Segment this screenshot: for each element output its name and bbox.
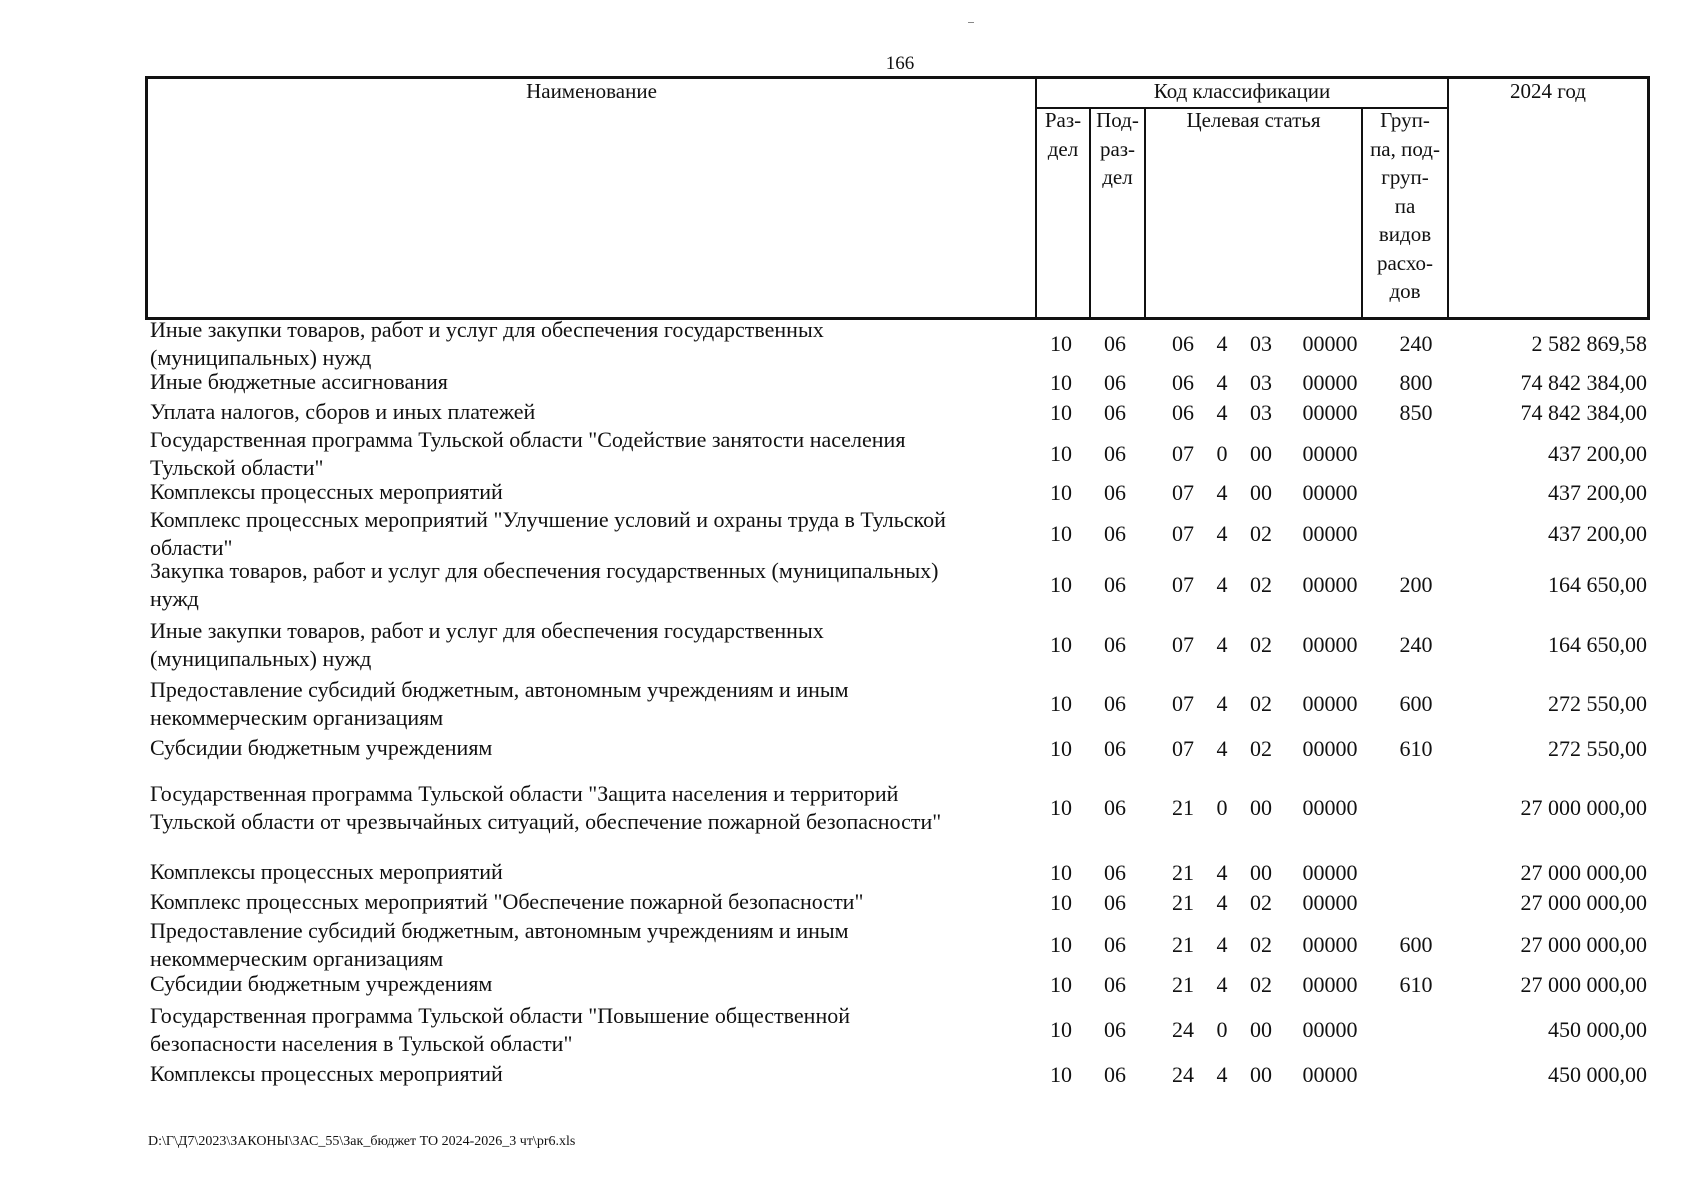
cell-t1: 06 [1172,369,1194,395]
cell-t3: 00 [1250,1017,1272,1042]
row-name [150,858,1030,887]
row-name-line: (муниципальных) нужд [150,345,372,370]
table-row [145,616,1650,674]
cell-group: 800 [1399,369,1433,395]
header-group-line: груп- [1381,165,1429,189]
cell-podrazdel: 06 [1104,859,1126,885]
header-year: 2024 год [1510,79,1586,103]
cell-t2: 4 [1216,691,1228,716]
header-subsection [1091,106,1144,192]
table-row [145,918,1650,972]
row-name-line: Предоставление субсидий бюджетным, автономным учреждениям и иным [150,676,849,702]
cell-podrazdel: 06 [1104,1061,1126,1087]
cell-t4: 00000 [1302,479,1358,505]
row-name-line: Уплата налогов, сборов и иных платежей [150,399,536,425]
cell-t1: 21 [1172,795,1194,820]
row-name-line: Иные закупки товаров, работ и услуг для обеспечения государственных [150,617,824,643]
cell-amount: 272 550,00 [1548,691,1647,716]
cell-t1: 21 [1172,859,1194,885]
cell-t3: 03 [1250,399,1272,425]
table-row [145,1060,1650,1089]
row-name [150,427,1030,481]
cell-t4: 00000 [1302,932,1358,957]
cell-razdel: 10 [1050,691,1072,716]
cell-group [1377,427,1455,481]
header-name: Наименование [526,79,657,103]
cell-t1: 07 [1172,572,1194,597]
row-name [150,616,1030,674]
cell-t3: 03 [1250,331,1272,356]
cell-t4: 00000 [1302,572,1358,597]
cell-razdel: 10 [1050,1017,1072,1042]
row-name [150,318,1030,370]
cell-t2: 4 [1216,369,1228,395]
cell-t3: 00 [1250,479,1272,505]
cell-group: 610 [1399,735,1433,761]
cell-t3: 02 [1250,971,1272,997]
cell-t3: 00 [1250,441,1272,466]
cell-podrazdel: 06 [1104,932,1126,957]
cell-razdel: 10 [1050,795,1072,820]
cell-razdel: 10 [1050,932,1072,957]
row-name [150,970,1030,999]
header-section-line: дел [1047,136,1079,161]
table-row [145,1003,1650,1057]
cell-t1: 24 [1172,1061,1194,1087]
cell-razdel: 10 [1050,632,1072,657]
cell-t1: 21 [1172,889,1194,915]
table-row [145,858,1650,887]
cell-t4: 00000 [1302,632,1358,657]
page-number: 166 [885,53,915,74]
cell-razdel: 10 [1050,521,1072,546]
row-name [150,675,1030,733]
cell-t1: 21 [1172,971,1194,997]
row-name [150,764,1030,852]
row-name-line: Субсидии бюджетным учреждениям [150,735,493,761]
cell-amount: 272 550,00 [1548,735,1647,761]
cell-t4: 00000 [1302,399,1358,425]
cell-t2: 4 [1216,971,1228,997]
cell-razdel: 10 [1050,971,1072,997]
row-name-line: Закупка товаров, работ и услуг для обеспечения государственных (муниципальных) [150,557,939,583]
cell-amount: 437 200,00 [1548,521,1647,546]
cell-group: 850 [1399,399,1433,425]
cell-t1: 07 [1172,735,1194,761]
cell-t1: 21 [1172,932,1194,957]
cell-t2: 4 [1216,889,1228,915]
row-name [150,918,1030,972]
cell-t4: 00000 [1302,441,1358,466]
table-row [145,675,1650,733]
file-path: D:\Г\Д7\2023\ЗАКОНЫ\ЗАС_55\Зак_бюджет ТО 2024-2026_3 чт\pr6.xls [148,1134,576,1149]
row-name [150,1003,1030,1057]
row-name-line: Комплексы процессных мероприятий [150,479,503,505]
row-name-line: (муниципальных) нужд [150,646,372,671]
cell-t3: 02 [1250,735,1272,761]
row-name-line: Тульской области от чрезвычайных ситуаций, обеспечение пожарной безопасности" [150,809,942,834]
cell-group [1377,888,1455,917]
cell-t3: 02 [1250,632,1272,657]
cell-t2: 4 [1216,572,1228,597]
table-row [145,970,1650,999]
cell-podrazdel: 06 [1104,691,1126,716]
header-section-line: Раз- [1044,108,1082,132]
table-row [145,318,1650,370]
cell-amount: 450 000,00 [1548,1017,1647,1042]
cell-amount: 437 200,00 [1548,441,1647,466]
cell-amount: 2 582 869,58 [1531,331,1647,356]
cell-podrazdel: 06 [1104,735,1126,761]
cell-group [1377,1060,1455,1089]
row-name-line: области" [150,535,233,560]
cell-t1: 06 [1172,331,1194,356]
cell-t2: 0 [1216,441,1228,466]
cell-t4: 00000 [1302,859,1358,885]
row-name-line: Государственная программа Тульской области "Повышение общественной [150,1002,850,1028]
cell-razdel: 10 [1050,1061,1072,1087]
cell-podrazdel: 06 [1104,889,1126,915]
cell-t2: 4 [1216,331,1228,356]
header-group-line: видов [1378,222,1432,246]
cell-razdel: 10 [1050,889,1072,915]
cell-t2: 4 [1216,1061,1228,1087]
cell-group: 600 [1399,691,1433,716]
cell-amount: 27 000 000,00 [1520,859,1647,885]
header-group [1363,106,1447,306]
cell-t4: 00000 [1302,1017,1358,1042]
row-name [150,368,1030,397]
cell-podrazdel: 06 [1104,1017,1126,1042]
cell-t3: 03 [1250,369,1272,395]
row-name-line: Комплекс процессных мероприятий "Улучшение условий и охраны труда в Тульской [150,506,946,532]
row-name [150,556,1030,614]
cell-t2: 4 [1216,859,1228,885]
cell-group [1377,1003,1455,1057]
cell-t3: 02 [1250,932,1272,957]
table-row [145,734,1650,763]
row-name-line: некоммерческим организациям [150,946,444,971]
header-subsection-line: Под- [1096,108,1139,132]
cell-podrazdel: 06 [1104,971,1126,997]
header-section [1037,106,1089,163]
cell-t3: 00 [1250,859,1272,885]
cell-t3: 02 [1250,889,1272,915]
table-row [145,556,1650,614]
header-group-line: Груп- [1380,108,1430,132]
row-name-line: некоммерческим организациям [150,705,444,730]
cell-t4: 00000 [1302,1061,1358,1087]
cell-t3: 00 [1250,795,1272,820]
cell-t2: 4 [1216,932,1228,957]
cell-amount: 164 650,00 [1548,632,1647,657]
cell-t1: 07 [1172,691,1194,716]
cell-group: 200 [1399,572,1433,597]
cell-amount: 27 000 000,00 [1520,889,1647,915]
cell-t2: 4 [1216,632,1228,657]
cell-amount: 450 000,00 [1548,1061,1647,1087]
cell-t2: 4 [1216,735,1228,761]
cell-podrazdel: 06 [1104,399,1126,425]
cell-group: 600 [1399,932,1433,957]
cell-razdel: 10 [1050,331,1072,356]
cell-razdel: 10 [1050,479,1072,505]
row-name [150,398,1030,427]
cell-t3: 02 [1250,572,1272,597]
cell-t3: 00 [1250,1061,1272,1087]
cell-t2: 0 [1216,795,1228,820]
cell-group: 610 [1399,971,1433,997]
divider-year [1447,79,1449,317]
row-name [150,734,1030,763]
row-name-line: Иные закупки товаров, работ и услуг для обеспечения государственных [150,316,824,342]
cell-t2: 4 [1216,521,1228,546]
row-name-line: Государственная программа Тульской области "Содействие занятости населения [150,426,906,452]
table-row [145,398,1650,427]
cell-podrazdel: 06 [1104,369,1126,395]
divider-subsection [1144,109,1146,317]
row-name-line: Тульской области" [150,455,324,480]
table-row [145,368,1650,397]
row-name-line: нужд [150,586,199,611]
table-row [145,427,1650,481]
table-row [145,507,1650,561]
cell-podrazdel: 06 [1104,521,1126,546]
cell-t2: 4 [1216,479,1228,505]
cell-t2: 4 [1216,399,1228,425]
row-name [150,1060,1030,1089]
cell-razdel: 10 [1050,735,1072,761]
row-name-line: Комплекс процессных мероприятий "Обеспечение пожарной безопасности" [150,889,864,915]
cell-amount: 27 000 000,00 [1520,971,1647,997]
cell-t3: 02 [1250,691,1272,716]
header-subsection-line: раз- [1099,136,1136,161]
cell-t1: 24 [1172,1017,1194,1042]
row-name-line: Предоставление субсидий бюджетным, автономным учреждениям и иным [150,917,849,943]
table-row [145,478,1650,507]
row-name-line: Субсидии бюджетным учреждениям [150,971,493,997]
cell-t4: 00000 [1302,369,1358,395]
cell-t2: 0 [1216,1017,1228,1042]
cell-amount: 437 200,00 [1548,479,1647,505]
cell-group [1377,507,1455,561]
row-name-line: Комплексы процессных мероприятий [150,1061,503,1087]
cell-razdel: 10 [1050,572,1072,597]
table-header [145,76,1650,320]
cell-podrazdel: 06 [1104,572,1126,597]
row-name-line: Государственная программа Тульской области "Защита населения и территорий [150,780,899,806]
cell-amount: 74 842 384,00 [1520,369,1647,395]
cell-group [1377,858,1455,887]
cell-amount: 164 650,00 [1548,572,1647,597]
header-group-line: расхо- [1376,250,1434,275]
cell-t4: 00000 [1302,521,1358,546]
cell-podrazdel: 06 [1104,795,1126,820]
cell-t4: 00000 [1302,889,1358,915]
cell-t1: 07 [1172,521,1194,546]
cell-group: 240 [1399,331,1433,356]
header-group-line: дов [1389,279,1421,303]
row-name [150,888,1030,917]
cell-t1: 06 [1172,399,1194,425]
cell-razdel: 10 [1050,859,1072,885]
row-name-line: Иные бюджетные ассигнования [150,369,448,395]
header-subsection-line: дел [1102,165,1133,189]
cell-t1: 07 [1172,479,1194,505]
row-name-line: безопасности населения в Тульской области" [150,1031,573,1056]
scan-mark [968,22,974,23]
header-target: Целевая статья [1186,108,1321,132]
header-group-line: па, под- [1370,136,1440,161]
cell-podrazdel: 06 [1104,479,1126,505]
row-name [150,478,1030,507]
cell-t4: 00000 [1302,691,1358,716]
cell-podrazdel: 06 [1104,441,1126,466]
cell-t1: 07 [1172,441,1194,466]
cell-t4: 00000 [1302,795,1358,820]
cell-razdel: 10 [1050,441,1072,466]
cell-group [1377,478,1455,507]
cell-t4: 00000 [1302,971,1358,997]
cell-t3: 02 [1250,521,1272,546]
cell-t4: 00000 [1302,331,1358,356]
cell-amount: 27 000 000,00 [1520,795,1647,820]
cell-podrazdel: 06 [1104,632,1126,657]
cell-group: 240 [1399,632,1433,657]
cell-group [1377,764,1455,852]
cell-amount: 27 000 000,00 [1520,932,1647,957]
cell-razdel: 10 [1050,369,1072,395]
cell-podrazdel: 06 [1104,331,1126,356]
cell-amount: 74 842 384,00 [1520,399,1647,425]
header-group-line: па [1394,193,1416,218]
cell-t1: 07 [1172,632,1194,657]
row-name [150,507,1030,561]
cell-razdel: 10 [1050,399,1072,425]
table-row [145,888,1650,917]
row-name-line: Комплексы процессных мероприятий [150,859,503,885]
cell-t4: 00000 [1302,735,1358,761]
header-classification: Код классификации [1153,79,1331,103]
table-row [145,764,1650,852]
